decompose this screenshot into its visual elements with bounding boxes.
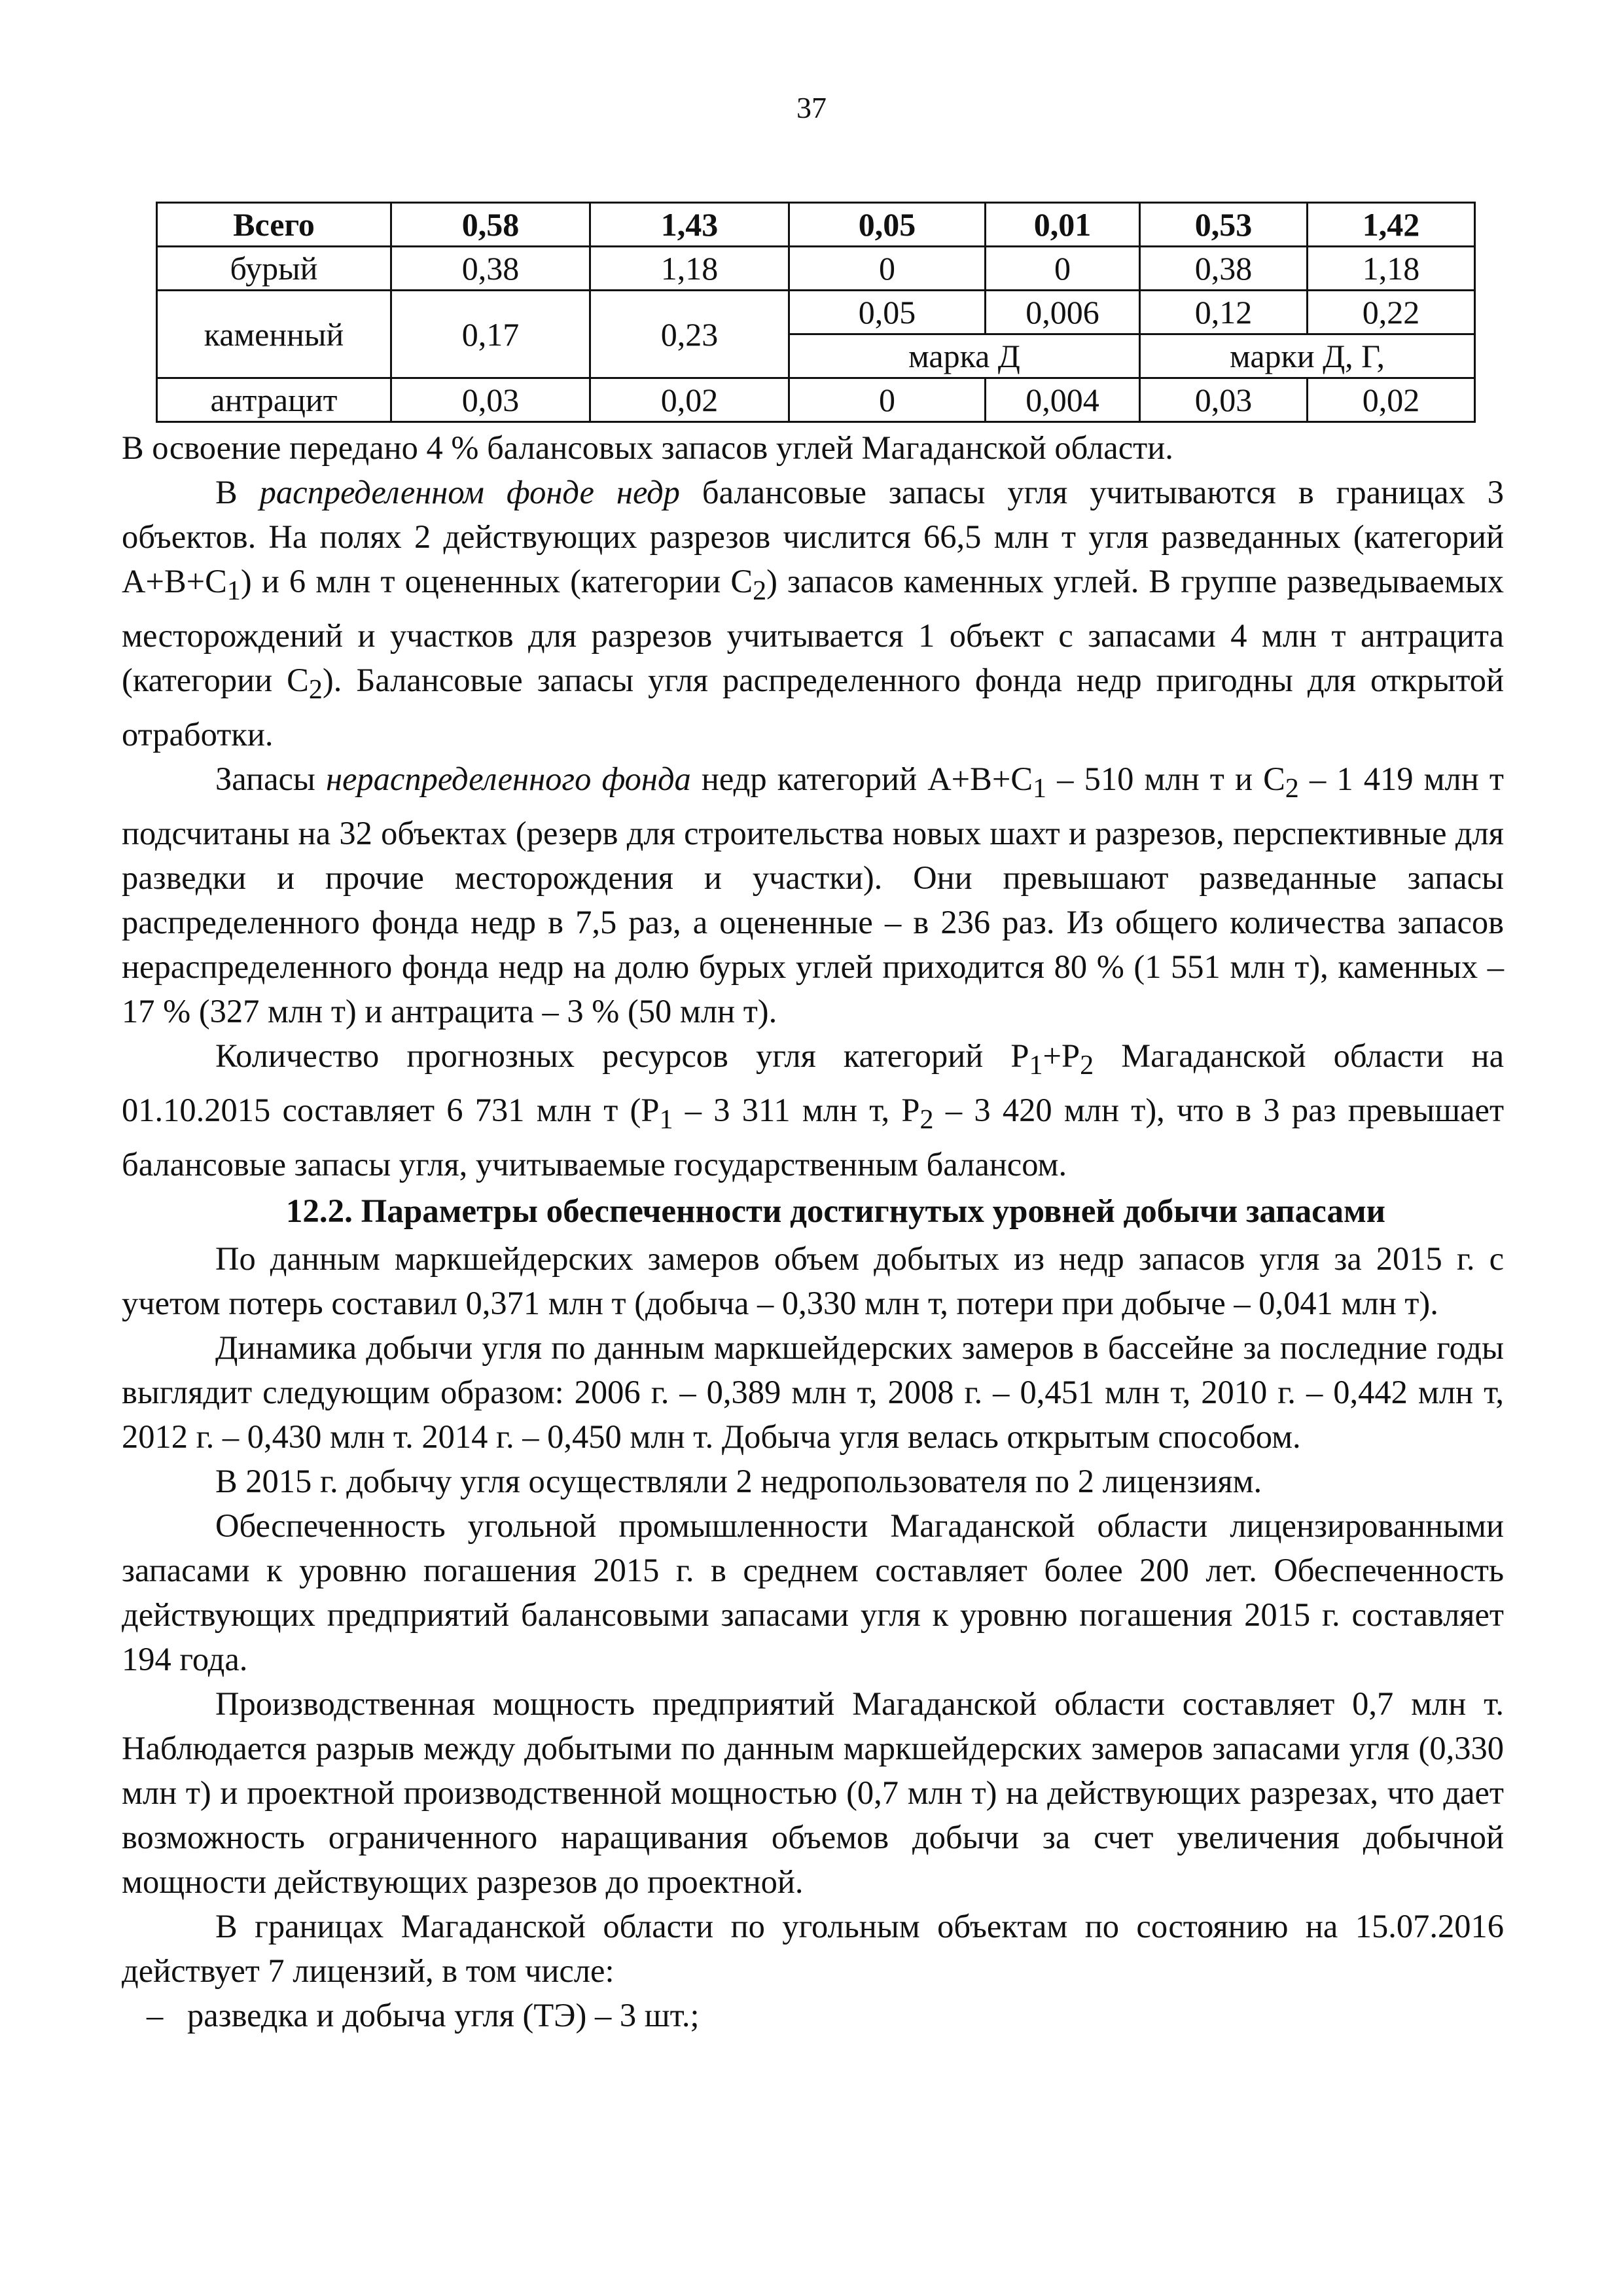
paragraph-supply: Обеспеченность угольной промышленности Магаданской области лицензированными запасами к уровню погашения 2015 г. в среднем составляет более 200 лет. Обеспеченность действующих предприятий балансовыми запасами угля к уровню погашения 2015 г. составляет 194 года. [122,1507,1504,1678]
paragraph-survey-volume: По данным маркшейдерских замеров объем добытых из недр запасов угля за 2015 г. с учетом потерь составил 0,371 млн т (добыча – 0,330 млн т, потери при добыче – 0,041 млн т). [122,1240,1504,1322]
table-row-hard [157,291,1475,334]
table-row-total [157,203,1475,247]
table-cell: 1,43 [590,203,789,247]
table-cell: 0,05 [789,203,986,247]
table-cell: 0,12 [1140,291,1308,334]
table-cell: 0 [986,247,1140,291]
table-cell: 0,23 [590,291,789,378]
grade-note: марки Д, Г, [1140,334,1475,378]
section-heading: 12.2. Параметры обеспеченности достигнутых уровней добычи запасами [285,1193,1386,1230]
table-cell: 0,38 [391,247,590,291]
paragraph-distributed-fund: В распределенном фонде недр балансовые запасы угля учитываются в границах 3 объектов. На полях 2 действующих разрезов числится 66,5 млн т угля разведанных (категорий $А+В+С_1$) и 6 млн т оцененных (категории $С_2$) запасов каменных углей. В группе разведываемых месторождений и участков для разрезов учитывается 1 объект с запасами 4 млн т антрацита (категории $С_2$). Балансовые запасы угля распределенного фонда недр пригодны для открытой отработки. [122,474,1505,753]
emphasis-distributed-fund: распределенном фонде недр [259,474,680,511]
table-cell: 0,01 [986,203,1140,247]
list-item: – разведка и добыча угля (ТЭ) – 3 шт.; [122,1993,1504,2037]
table-cell: 0,53 [1140,203,1308,247]
grade-note: марка Д [789,334,1140,378]
table-cell: 0,02 [1308,378,1475,422]
list-dash: – [147,1997,164,2034]
emphasis-undistributed-fund: нераспределенного фонда [325,761,691,798]
table-cell: 0,02 [590,378,789,422]
row-label: Всего [157,203,391,247]
paragraph-forecast-resources: Количество прогнозных ресурсов угля категорий $Р_1+Р_2$ Магаданской области на 01.10.2015 составляет 6 731 млн т ($Р_1 - 3$ 311 млн т, $Р_2 - 3$ 420 млн т), что в 3 раз превышает балансовые запасы угля, учитываемые государственным балансом. [122,1037,1505,1183]
row-label: бурый [157,247,391,291]
table-cell: 0,03 [1140,378,1308,422]
table-row-brown [157,247,1475,291]
page-number: 37 [796,91,827,124]
table-cell: 0,17 [391,291,590,378]
row-label: антрацит [157,378,391,422]
table-cell: 0 [789,378,986,422]
table-cell: 0,004 [986,378,1140,422]
row-label: каменный [157,291,391,378]
body-text [122,425,1504,2037]
table-cell: 0,03 [391,378,590,422]
paragraph-undistributed-fund: Запасы нераспределенного фонда недр категорий $А+В+С_1 - 510$ млн т и $С_2 - 1$ 419 млн т подсчитаны на 32 объектах (резерв для строительства новых шахт и разрезов, перспективные для разведки и прочие месторождения и участки). Они превышают разведанные запасы распределенного фонда недр в 7,5 раз, а оцененные – в 236 раз. Из общего количества запасов нераспределенного фонда недр на долю бурых углей приходится 80 % (1 551 млн т), каменных – 17 % (327 млн т) и антрацита – 3 % (50 млн т). [122,761,1504,1030]
table-cell: 0,58 [391,203,590,247]
table-cell: 0,006 [986,291,1140,334]
paragraph-subsoil-users: В 2015 г. добычу угля осуществляли 2 недропользователя по 2 лицензиям. [215,1463,1262,1500]
coal-reserves-table [156,202,1476,423]
table-cell: 1,42 [1308,203,1475,247]
table-cell: 1,18 [1308,247,1475,291]
paragraph-capacity: Производственная мощность предприятий Магаданской области составляет 0,7 млн т. Наблюдается разрыв между добытыми по данным маркшейдерских замеров запасами угля (0,330 млн т) и проектной производственной мощностью (0,7 млн т) на действующих разрезах, что дает возможность ограниченного наращивания объемов добычи за счет увеличения добычной мощности действующих разрезов до проектной. [122,1685,1504,1901]
paragraph-licenses: В границах Магаданской области по угольным объектам по состоянию на 15.07.2016 действует 7 лицензий, в том числе: [122,1908,1504,1990]
table-cell: 0,05 [789,291,986,334]
paragraph-production-dynamics: Динамика добычи угля по данным маркшейдерских замеров в бассейне за последние годы выглядит следующим образом: 2006 г. – 0,389 млн т, 2008 г. – 0,451 млн т, 2010 г. – 0,442 млн т, 2012 г. – 0,430 млн т. 2014 г. – 0,450 млн т. Добыча угля велась открытым способом. [122,1329,1504,1456]
table-cell: 1,18 [590,247,789,291]
table-cell: 0,38 [1140,247,1308,291]
paragraph-transfer: В освоение передано 4 % балансовых запасов углей Магаданской области. [122,429,1173,466]
table-row-anthracite [157,378,1475,422]
table-cell: 0 [789,247,986,291]
table-cell: 0,22 [1308,291,1475,334]
